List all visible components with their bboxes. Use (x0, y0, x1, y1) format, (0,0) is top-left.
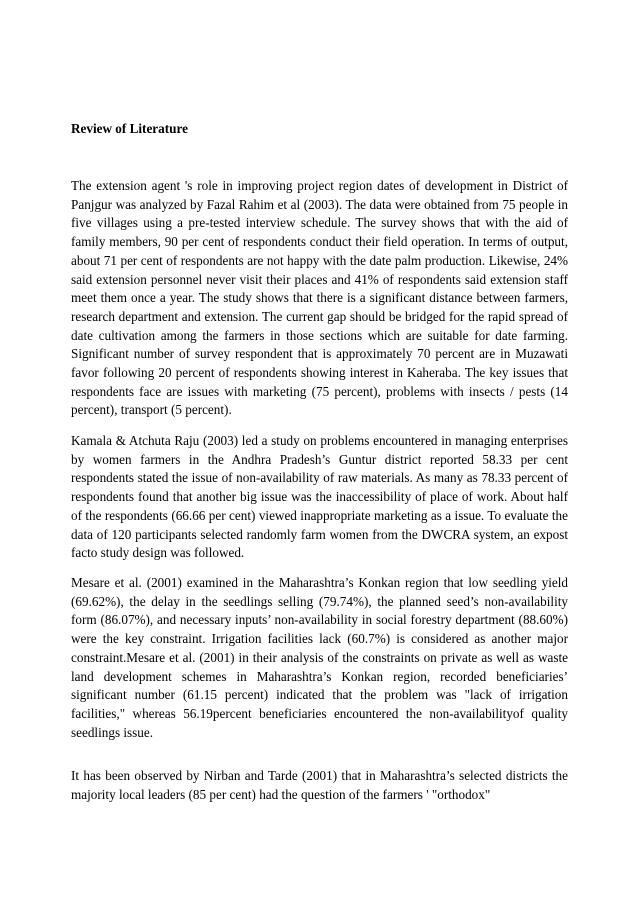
paragraph-fazal-rahim: The extension agent 's role in improving project region dates of development in District of Panjgur was analyzed by Fazal Rahim et al (2003). The data were obtained from 75 people in five villages using a pre-tested interview schedule. The survey shows that with the aid of family members, 90 per cent of respondents conduct their field operation. In terms of output, about 71 per cent of respondents are not happy with the date palm production. Likewise, 24% said extension personnel never visit their places and 41% of respondents said extension staff meet them once a year. The study shows that there is a significant distance between farmers, research department and extension. The current gap should be bridged for the rapid spread of date cultivation among the farmers in those sections which are suitable for date farming. Significant number of survey respondent that is approximately 70 percent are in Muzawati favor following 20 percent of respondents showing interest in Kaheraba. The key issues that respondents face are issues with marketing (75 percent), problems with insects / pests (14 percent), transport (5 percent). (71, 178, 568, 418)
paragraph-nirban-tarde: It has been observed by Nirban and Tarde (2001) that in Maharashtra’s selected districts the majority local leaders (85 per cent) had the question of the farmers ' "orthodox" (71, 768, 568, 802)
paragraph-mesare: Mesare et al. (2001) examined in the Maharashtra’s Konkan region that low seedling yield (69.62%), the delay in the seedlings selling (79.74%), the planned seed’s non-availability form (86.07%), and necessary inputs’ non-availability in social forestry department (88.60%) were the key constraint. Irrigation facilities lack (60.7%) is considered as another major constraint.Mesare et al. (2001) in their analysis of the constraints on private as well as waste land development schemes in Maharashtra’s Konkan region, recorded beneficiaries’ significant number (61.15 percent) indicated that the problem was "lack of irrigation facilities," whereas 56.19percent beneficiaries encountered the non-availabilityof quality seedlings issue. (71, 575, 568, 740)
section-heading: Review of Literature (71, 121, 188, 136)
paragraph-kamala-atchuta-raju: Kamala & Atchuta Raju (2003) led a study on problems encountered in managing enterprises by women farmers in the Andhra Pradesh’s Guntur district reported 58.33 per cent respondents stated the issue of non-availability of raw materials. As many as 78.33 percent of respondents found that another big issue was the inaccessibility of place of work. About half of the respondents (66.66 per cent) viewed inappropriate marketing as a issue. To evaluate the data of 120 participants selected randomly farm women from the DWCRA system, an expost facto study design was followed. (71, 433, 568, 561)
